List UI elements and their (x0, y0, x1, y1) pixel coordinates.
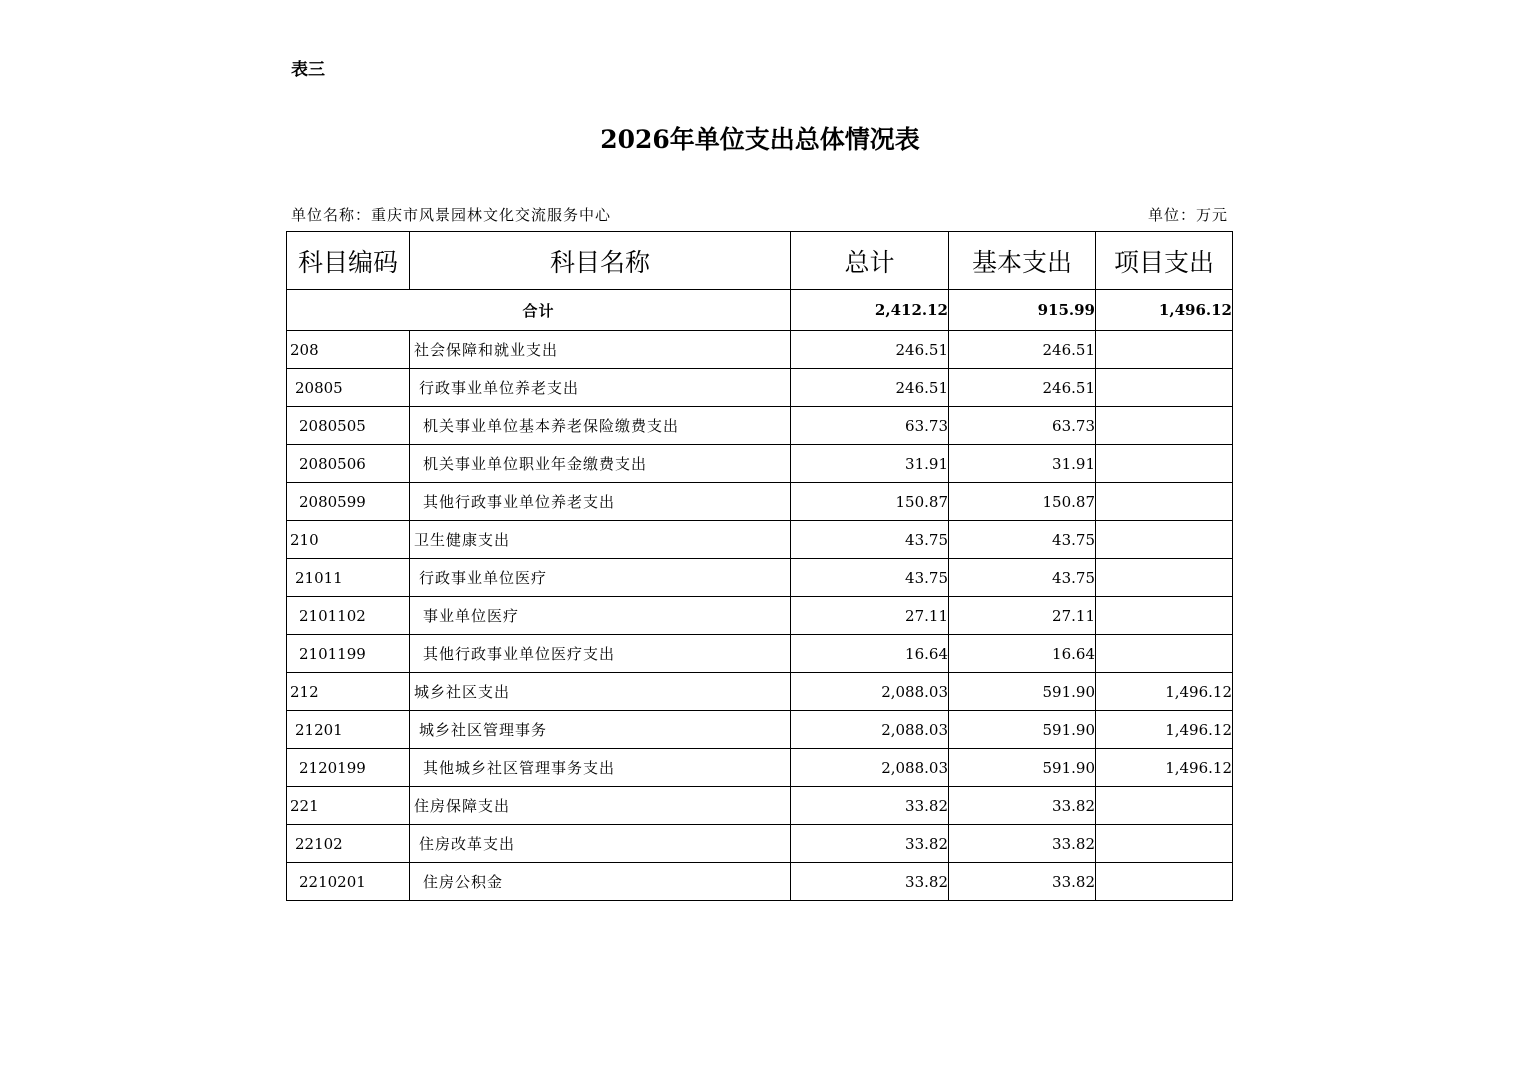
row-project: 1,496.12 (1096, 711, 1233, 749)
row-total: 33.82 (791, 863, 949, 901)
row-total: 63.73 (791, 407, 949, 445)
row-name: 住房保障支出 (410, 787, 791, 825)
header-project: 项目支出 (1096, 232, 1233, 290)
row-project: 1,496.12 (1096, 673, 1233, 711)
row-basic: 591.90 (949, 711, 1096, 749)
row-total: 150.87 (791, 483, 949, 521)
row-basic: 27.11 (949, 597, 1096, 635)
row-project (1096, 787, 1233, 825)
table-row (287, 559, 1233, 597)
expenditure-table (286, 231, 1233, 901)
row-total: 2,088.03 (791, 749, 949, 787)
row-basic: 31.91 (949, 445, 1096, 483)
table-row (287, 597, 1233, 635)
total-label: 合计 (287, 290, 791, 331)
table-row (287, 863, 1233, 901)
row-basic: 246.51 (949, 331, 1096, 369)
row-name: 机关事业单位基本养老保险缴费支出 (410, 407, 791, 445)
row-total: 16.64 (791, 635, 949, 673)
row-total: 246.51 (791, 369, 949, 407)
row-basic: 33.82 (949, 825, 1096, 863)
row-total: 2,088.03 (791, 711, 949, 749)
row-basic: 43.75 (949, 521, 1096, 559)
row-code: 2080505 (287, 407, 410, 445)
row-total: 43.75 (791, 559, 949, 597)
table-row (287, 407, 1233, 445)
row-total: 43.75 (791, 521, 949, 559)
row-basic: 150.87 (949, 483, 1096, 521)
row-name: 其他城乡社区管理事务支出 (410, 749, 791, 787)
row-project (1096, 825, 1233, 863)
total-basic: 915.99 (949, 290, 1096, 331)
header-code: 科目编码 (287, 232, 410, 290)
row-basic: 246.51 (949, 369, 1096, 407)
row-basic: 43.75 (949, 559, 1096, 597)
row-total: 27.11 (791, 597, 949, 635)
row-name: 住房公积金 (410, 863, 791, 901)
table-row (287, 483, 1233, 521)
row-total: 33.82 (791, 825, 949, 863)
row-basic: 33.82 (949, 787, 1096, 825)
header-name: 科目名称 (410, 232, 791, 290)
row-code: 21011 (287, 559, 410, 597)
header-basic: 基本支出 (949, 232, 1096, 290)
row-name: 卫生健康支出 (410, 521, 791, 559)
row-code: 2080599 (287, 483, 410, 521)
row-project (1096, 521, 1233, 559)
total-total: 2,412.12 (791, 290, 949, 331)
row-project (1096, 635, 1233, 673)
row-basic: 591.90 (949, 673, 1096, 711)
row-name: 行政事业单位养老支出 (410, 369, 791, 407)
row-code: 2101199 (287, 635, 410, 673)
row-code: 22102 (287, 825, 410, 863)
row-project (1096, 331, 1233, 369)
row-name: 行政事业单位医疗 (410, 559, 791, 597)
unit-label: 单位：万元 (1147, 206, 1228, 224)
row-basic: 16.64 (949, 635, 1096, 673)
header-row (287, 232, 1233, 290)
row-total: 2,088.03 (791, 673, 949, 711)
row-code: 210 (287, 521, 410, 559)
row-code: 2210201 (287, 863, 410, 901)
table-row (287, 369, 1233, 407)
row-code: 20805 (287, 369, 410, 407)
row-project (1096, 445, 1233, 483)
row-project (1096, 597, 1233, 635)
row-name: 住房改革支出 (410, 825, 791, 863)
total-row (287, 290, 1233, 331)
unit-name: 单位名称：重庆市风景园林文化交流服务中心 (291, 206, 612, 224)
row-code: 21201 (287, 711, 410, 749)
header-total: 总计 (791, 232, 949, 290)
row-name: 机关事业单位职业年金缴费支出 (410, 445, 791, 483)
total-project: 1,496.12 (1096, 290, 1233, 331)
table-row (287, 445, 1233, 483)
row-project (1096, 559, 1233, 597)
table-row (287, 825, 1233, 863)
table-row (287, 749, 1233, 787)
row-total: 33.82 (791, 787, 949, 825)
row-name: 事业单位医疗 (410, 597, 791, 635)
table-row (287, 673, 1233, 711)
row-project (1096, 483, 1233, 521)
row-total: 31.91 (791, 445, 949, 483)
table-row (287, 787, 1233, 825)
row-project: 1,496.12 (1096, 749, 1233, 787)
row-code: 2101102 (287, 597, 410, 635)
row-project (1096, 407, 1233, 445)
row-basic: 63.73 (949, 407, 1096, 445)
row-code: 2080506 (287, 445, 410, 483)
row-project (1096, 369, 1233, 407)
table-row (287, 711, 1233, 749)
row-code: 221 (287, 787, 410, 825)
row-name: 其他行政事业单位养老支出 (410, 483, 791, 521)
row-name: 城乡社区支出 (410, 673, 791, 711)
row-name: 社会保障和就业支出 (410, 331, 791, 369)
table-row (287, 331, 1233, 369)
table-row (287, 635, 1233, 673)
table-label: 表三 (291, 60, 325, 80)
page-title: 2026年单位支出总体情况表 (600, 125, 920, 154)
row-basic: 591.90 (949, 749, 1096, 787)
row-code: 2120199 (287, 749, 410, 787)
row-name: 城乡社区管理事务 (410, 711, 791, 749)
row-basic: 33.82 (949, 863, 1096, 901)
row-total: 246.51 (791, 331, 949, 369)
row-name: 其他行政事业单位医疗支出 (410, 635, 791, 673)
row-project (1096, 863, 1233, 901)
row-code: 208 (287, 331, 410, 369)
table-row (287, 521, 1233, 559)
row-code: 212 (287, 673, 410, 711)
